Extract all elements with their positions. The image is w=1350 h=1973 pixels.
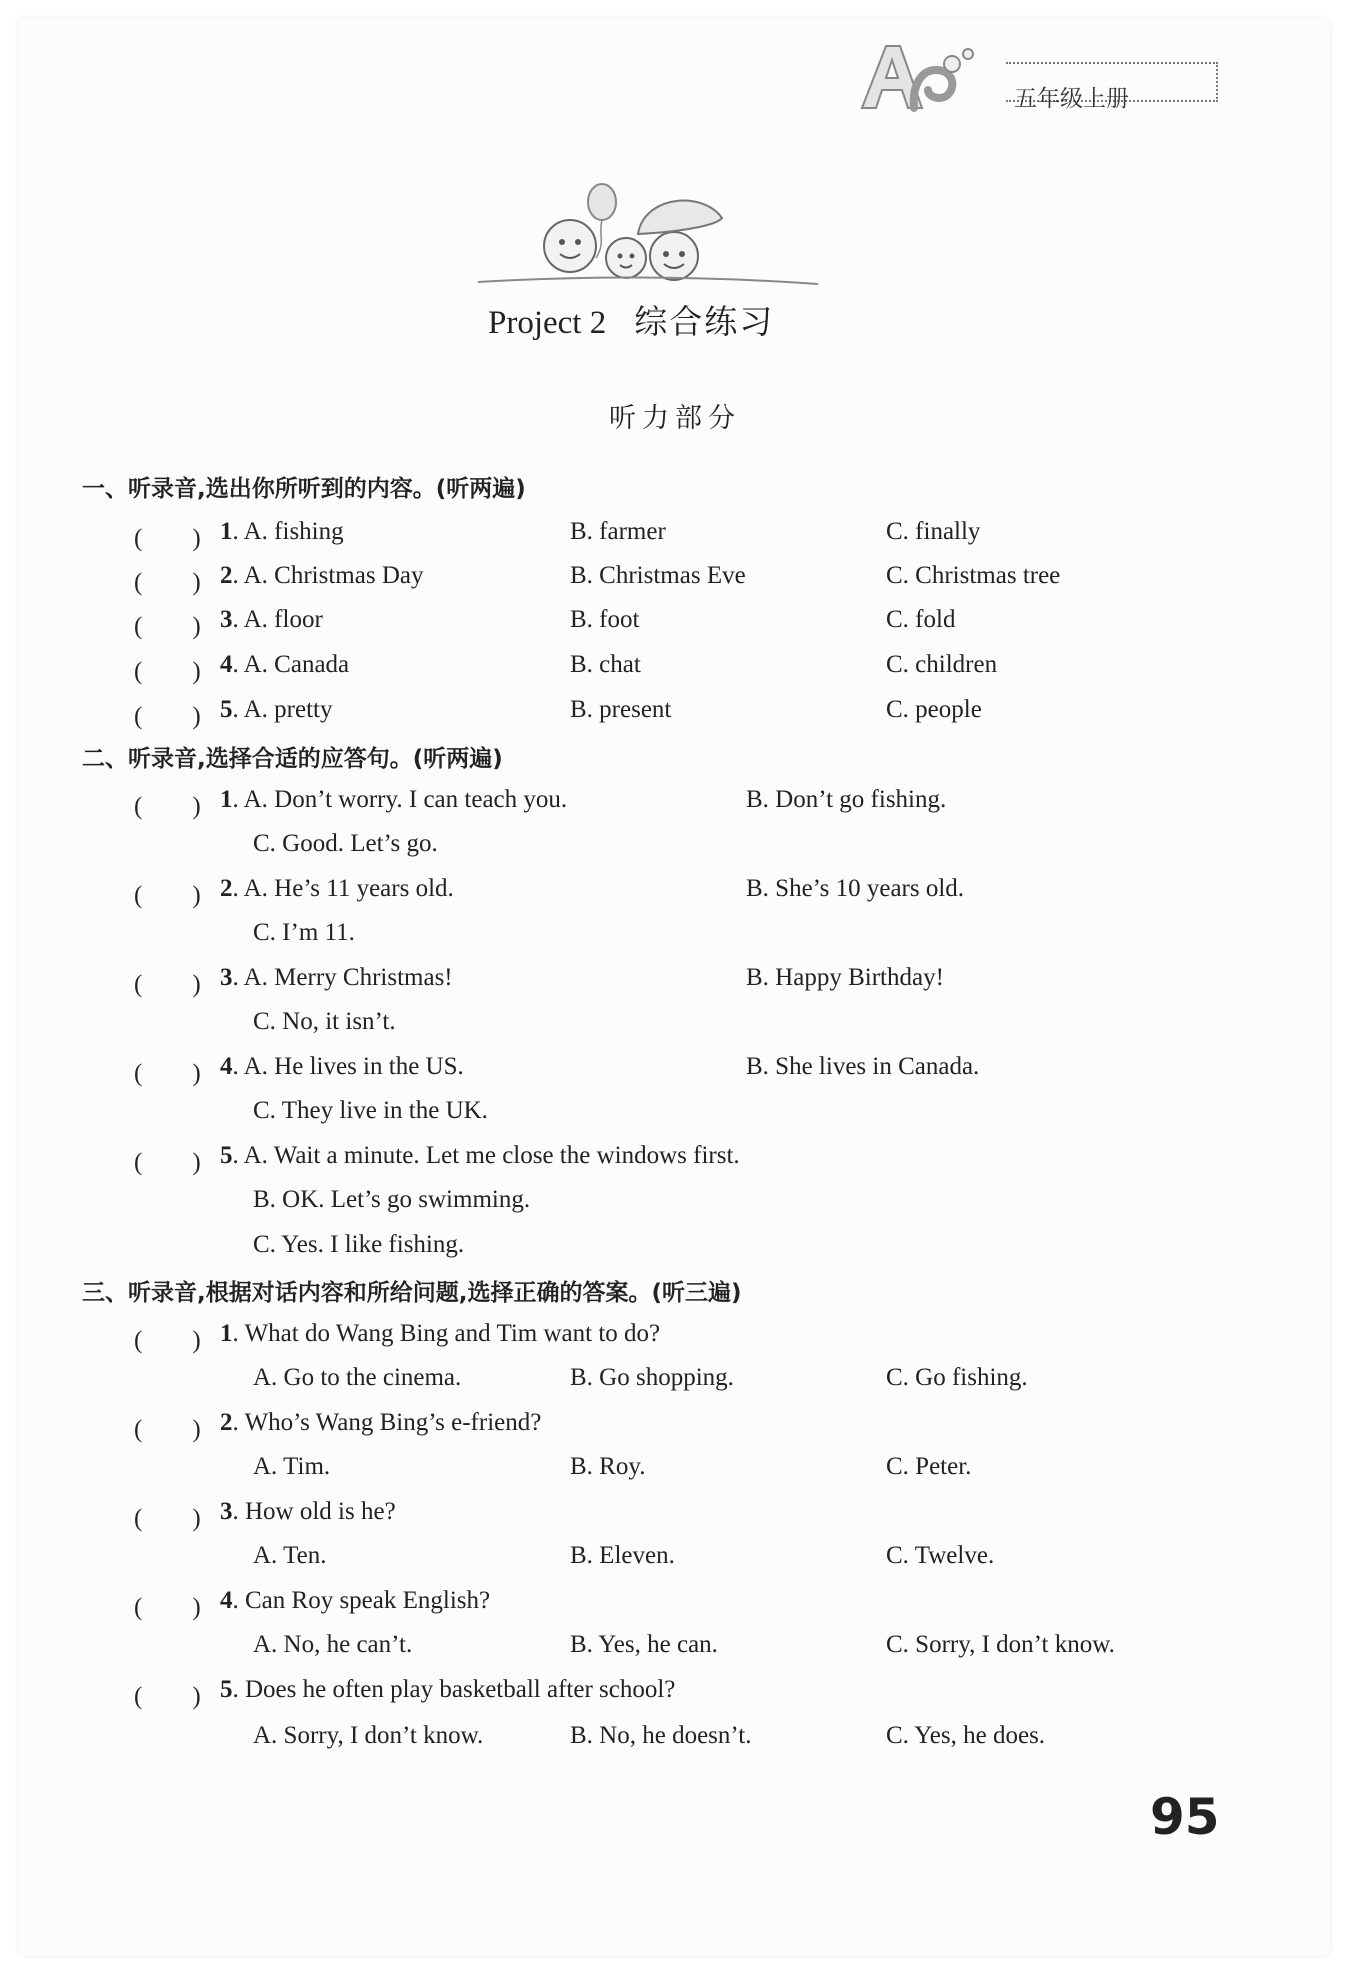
answer-bracket[interactable]: ( ) xyxy=(134,1060,201,1087)
option-a: A. Go to the cinema. xyxy=(253,1364,462,1391)
grade-label: 五年级上册 xyxy=(1014,86,1129,112)
answer-bracket[interactable]: ( ) xyxy=(134,971,201,998)
answer-bracket[interactable]: ( ) xyxy=(134,703,201,730)
page-number: 95 xyxy=(1150,1788,1220,1846)
question-item: 5. A. pretty xyxy=(220,696,333,723)
option-b: B. Don’t go fishing. xyxy=(746,786,947,813)
question-item: 1. A. Don’t worry. I can teach you. xyxy=(220,786,568,813)
option-a: A. Sorry, I don’t know. xyxy=(253,1722,484,1749)
question-item: 3. A. Merry Christmas! xyxy=(220,964,453,991)
answer-bracket[interactable]: ( ) xyxy=(134,613,201,640)
question-item: 2. A. He’s 11 years old. xyxy=(220,875,454,902)
answer-bracket[interactable]: ( ) xyxy=(134,1149,201,1176)
question-item: 5. A. Wait a minute. Let me close the windows first. xyxy=(220,1142,740,1169)
question-item: 1. What do Wang Bing and Tim want to do? xyxy=(220,1320,661,1347)
listening-section-heading: 听力部分 xyxy=(609,403,741,434)
question-item: 3. A. floor xyxy=(220,606,323,633)
option-b: B. Go shopping. xyxy=(570,1364,734,1391)
answer-bracket[interactable]: ( ) xyxy=(134,525,201,552)
option-c: C. Christmas tree xyxy=(886,562,1061,589)
option-c: C. finally xyxy=(886,518,981,545)
answer-bracket[interactable]: ( ) xyxy=(134,658,201,685)
question-item: 1. A. fishing xyxy=(220,518,344,545)
question-item: 4. Can Roy speak English? xyxy=(220,1587,491,1614)
answer-bracket[interactable]: ( ) xyxy=(134,1416,201,1443)
option-b: B. chat xyxy=(570,651,641,678)
part-1-heading: 一、听录音,选出你所听到的内容。(听两遍) xyxy=(82,476,526,502)
question-item: 4. A. He lives in the US. xyxy=(220,1053,464,1080)
option-c: C. Sorry, I don’t know. xyxy=(886,1631,1115,1658)
option-c: C. Good. Let’s go. xyxy=(253,830,438,857)
option-c: C. Peter. xyxy=(886,1453,972,1480)
option-b: B. Christmas Eve xyxy=(570,562,746,589)
answer-bracket[interactable]: ( ) xyxy=(134,882,201,909)
part-3-heading: 三、听录音,根据对话内容和所给问题,选择正确的答案。(听三遍) xyxy=(82,1280,742,1306)
answer-bracket[interactable]: ( ) xyxy=(134,1327,201,1354)
option-b: B. She lives in Canada. xyxy=(746,1053,980,1080)
question-item: 3. How old is he? xyxy=(220,1498,396,1525)
project-title: Project 2 xyxy=(488,305,607,341)
option-c: C. I’m 11. xyxy=(253,919,355,946)
question-item: 2. A. Christmas Day xyxy=(220,562,424,589)
answer-bracket[interactable]: ( ) xyxy=(134,1594,201,1621)
question-item: 4. A. Canada xyxy=(220,651,350,678)
option-a: A. Ten. xyxy=(253,1542,327,1569)
part-2-heading: 二、听录音,选择合适的应答句。(听两遍) xyxy=(82,746,503,772)
option-b: B. OK. Let’s go swimming. xyxy=(253,1186,531,1213)
a-plus-logo-icon xyxy=(852,36,1002,116)
answer-bracket[interactable]: ( ) xyxy=(134,1505,201,1532)
option-c: C. Yes, he does. xyxy=(886,1722,1046,1749)
option-c: C. They live in the UK. xyxy=(253,1097,488,1124)
kids-illustration xyxy=(478,180,818,290)
option-a: A. Tim. xyxy=(253,1453,331,1480)
answer-bracket[interactable]: ( ) xyxy=(134,569,201,596)
option-b: B. foot xyxy=(570,606,640,633)
practice-title: 综合练习 xyxy=(634,302,775,341)
option-c: C. No, it isn’t. xyxy=(253,1008,396,1035)
option-c: C. fold xyxy=(886,606,956,633)
option-c: C. people xyxy=(886,696,982,723)
answer-bracket[interactable]: ( ) xyxy=(134,793,201,820)
option-b: B. Roy. xyxy=(570,1453,646,1480)
answer-bracket[interactable]: ( ) xyxy=(134,1683,201,1710)
option-c: C. Go fishing. xyxy=(886,1364,1028,1391)
question-item: 5. Does he often play basketball after school? xyxy=(220,1676,676,1703)
option-b: B. Yes, he can. xyxy=(570,1631,718,1658)
option-c: C. Twelve. xyxy=(886,1542,995,1569)
option-a: A. No, he can’t. xyxy=(253,1631,413,1658)
option-b: B. Eleven. xyxy=(570,1542,675,1569)
page-title xyxy=(488,296,908,343)
option-c: C. children xyxy=(886,651,998,678)
option-b: B. Happy Birthday! xyxy=(746,964,944,991)
option-c: C. Yes. I like fishing. xyxy=(253,1231,465,1258)
option-b: B. present xyxy=(570,696,672,723)
option-b: B. farmer xyxy=(570,518,666,545)
question-item: 2. Who’s Wang Bing’s e-friend? xyxy=(220,1409,542,1436)
option-b: B. No, he doesn’t. xyxy=(570,1722,752,1749)
option-b: B. She’s 10 years old. xyxy=(746,875,965,902)
